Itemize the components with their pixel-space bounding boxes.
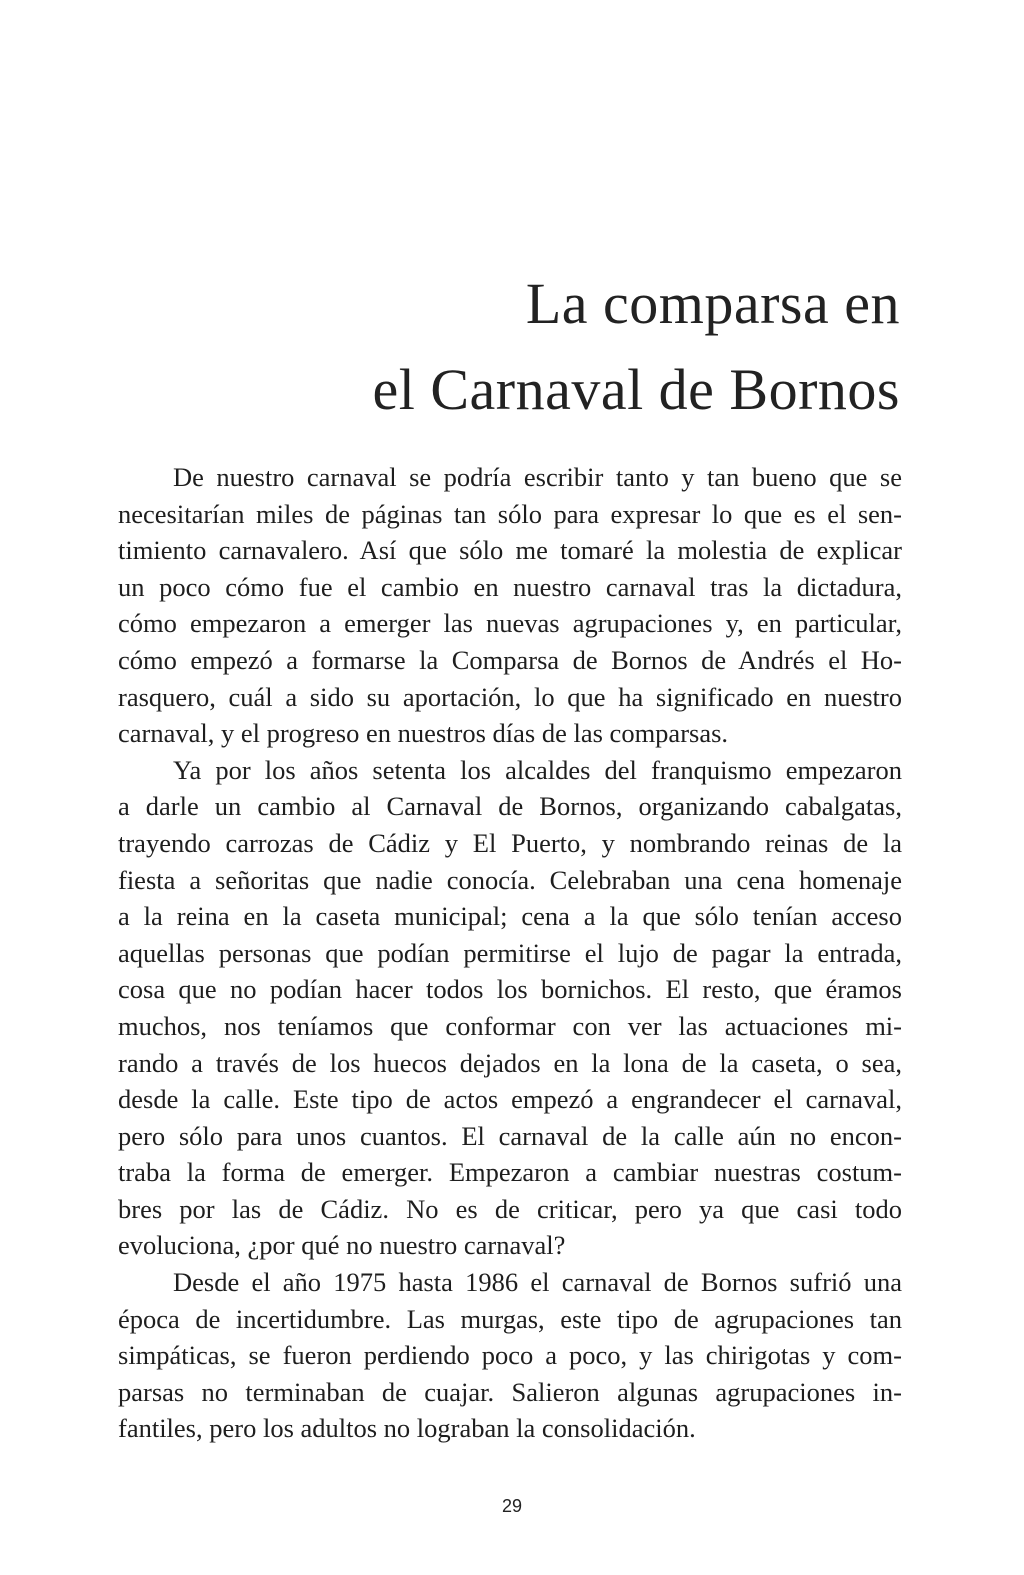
text-line: Desde el año 1975 hasta 1986 el carnaval de Bornos sufrió una <box>173 1267 902 1298</box>
body-text <box>118 459 902 1447</box>
paragraph-1 <box>118 459 902 752</box>
paragraph-3 <box>118 1264 902 1447</box>
text-line: pero sólo para unos cuantos. El carnaval de la calle aún no encon- <box>118 1120 902 1151</box>
text-line: desde la calle. Este tipo de actos empezó a engrandecer el carnaval, <box>118 1084 902 1115</box>
text-line: muchos, nos teníamos que conformar con ver las actuaciones mi- <box>118 1010 902 1041</box>
text-line: cómo empezaron a emerger las nuevas agrupaciones y, en particular, <box>118 608 902 639</box>
text-line: un poco cómo fue el cambio en nuestro carnaval tras la dictadura, <box>118 571 902 602</box>
text-line: timiento carnavalero. Así que sólo me tomaré la molestia de explicar <box>118 535 902 566</box>
text-line: traba la forma de emerger. Empezaron a cambiar nuestras costum- <box>118 1157 902 1188</box>
text-line: cosa que no podían hacer todos los bornichos. El resto, que éramos <box>118 974 902 1005</box>
text-line: parsas no terminaban de cuajar. Salieron algunas agrupaciones in- <box>118 1376 902 1407</box>
text-line: trayendo carrozas de Cádiz y El Puerto, y nombrando reinas de la <box>118 827 902 858</box>
text-line: rando a través de los huecos dejados en la lona de la caseta, o sea, <box>118 1047 902 1078</box>
chapter-title-line-2: el Carnaval de Bornos <box>372 356 900 422</box>
chapter-title <box>372 261 900 433</box>
text-line: De nuestro carnaval se podría escribir tanto y tan bueno que se <box>173 462 902 492</box>
text-line: fiesta a señoritas que nadie conocía. Celebraban una cena homenaje <box>118 864 902 895</box>
text-line: a la reina en la caseta municipal; cena a la que sólo tenían acceso <box>118 901 902 932</box>
text-line: bres por las de Cádiz. No es de criticar, pero ya que casi todo <box>118 1193 902 1224</box>
text-line: a darle un cambio al Carnaval de Bornos, organizando cabalgatas, <box>118 791 902 822</box>
text-line: rasquero, cuál a sido su aportación, lo que ha significado en nuestro <box>118 681 902 712</box>
text-line: época de incertidumbre. Las murgas, este tipo de agrupaciones tan <box>118 1303 902 1334</box>
text-line: fantiles, pero los adultos no lograban la consolidación. <box>118 1413 696 1444</box>
text-line: necesitarían miles de páginas tan sólo para expresar lo que es el sen- <box>118 498 902 529</box>
text-line: carnaval, y el progreso en nuestros días de las comparsas. <box>118 718 729 749</box>
text-line: Ya por los años setenta los alcaldes del franquismo empezaron <box>173 754 902 785</box>
chapter-title-line-1: La comparsa en <box>525 270 900 336</box>
page-number: 29 <box>501 1496 523 1516</box>
text-line: simpáticas, se fueron perdiendo poco a poco, y las chirigotas y com- <box>118 1340 902 1371</box>
text-line: evoluciona, ¿por qué no nuestro carnaval? <box>118 1230 566 1261</box>
paragraph-2 <box>118 752 902 1264</box>
text-line: cómo empezó a formarse la Comparsa de Bornos de Andrés el Ho- <box>118 644 902 675</box>
text-line: aquellas personas que podían permitirse el lujo de pagar la entrada, <box>118 937 902 968</box>
